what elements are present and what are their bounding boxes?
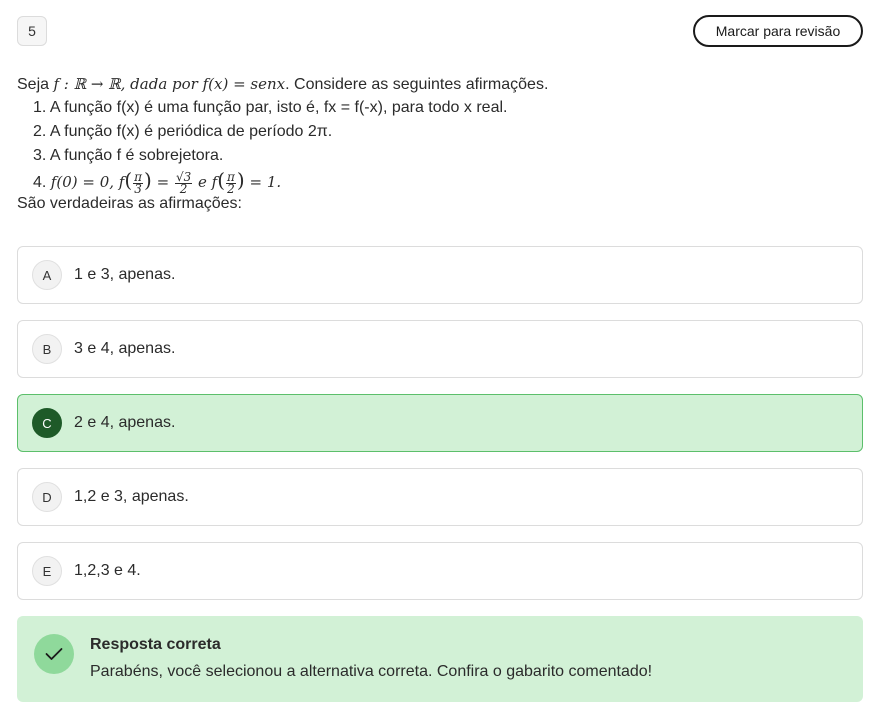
statement-4-label: 4. <box>33 174 51 191</box>
option-letter: C <box>32 408 62 438</box>
statement-item-4 <box>17 168 867 196</box>
frac3-den: 2 <box>227 181 235 196</box>
feedback-message: Parabéns, você selecionou a alternativa correta. Confira o gabarito comentado! <box>90 663 653 680</box>
option-letter: B <box>32 334 62 364</box>
option-letter: E <box>32 556 62 586</box>
math-end: = 1. <box>244 173 282 191</box>
mark-for-review-button[interactable]: Marcar para revisão <box>693 15 863 47</box>
check-icon <box>34 634 74 674</box>
feedback-panel <box>17 616 863 702</box>
frac3-num: π <box>227 169 235 184</box>
frac2-den: 2 <box>179 181 188 196</box>
option-a[interactable] <box>17 246 863 304</box>
option-text: 3 e 4, apenas. <box>74 340 176 357</box>
option-c[interactable] <box>17 394 863 452</box>
question-statement <box>17 72 867 216</box>
feedback-title: Resposta correta <box>90 636 221 653</box>
option-letter: A <box>32 260 62 290</box>
option-text: 2 e 4, apenas. <box>74 414 176 431</box>
option-text: 1,2,3 e 4. <box>74 562 141 579</box>
frac2-num: √3 <box>175 169 192 184</box>
statement-item-1: 1. A função f(x) é uma função par, isto é, fx = f(-x), para todo x real. <box>33 99 508 116</box>
option-b[interactable] <box>17 320 863 378</box>
frac1-den: 3 <box>134 181 142 196</box>
intro-suffix: . Considere as seguintes afirmações. <box>285 76 549 93</box>
statement-4-math: f(0) = 0, f( $\frac{\pi}{3}$ ) = $\frac{√3}{2}$ e f( $\frac{\pi}{2}$ ) = 1. <box>50 168 282 196</box>
statement-intro <box>17 72 867 96</box>
math-eq1: = <box>151 173 174 191</box>
question-number-badge: 5 <box>17 16 47 46</box>
intro-math: f : ℝ → ℝ, dada por f(x) = senx <box>53 75 286 93</box>
frac1-num: π <box>134 169 143 184</box>
statement-item-3: 3. A função f é sobrejetora. <box>33 147 224 164</box>
question-prompt: São verdadeiras as afirmações: <box>17 195 242 212</box>
option-d[interactable] <box>17 468 863 526</box>
statement-item-2: 2. A função f(x) é periódica de período 2π. <box>33 123 333 140</box>
option-e[interactable] <box>17 542 863 600</box>
option-text: 1,2 e 3, apenas. <box>74 488 189 505</box>
intro-prefix: Seja <box>17 76 54 93</box>
option-text: 1 e 3, apenas. <box>74 266 176 283</box>
option-letter: D <box>32 482 62 512</box>
math-mid: e f <box>193 173 218 191</box>
math-part1: f(0) = 0, f <box>50 173 125 191</box>
